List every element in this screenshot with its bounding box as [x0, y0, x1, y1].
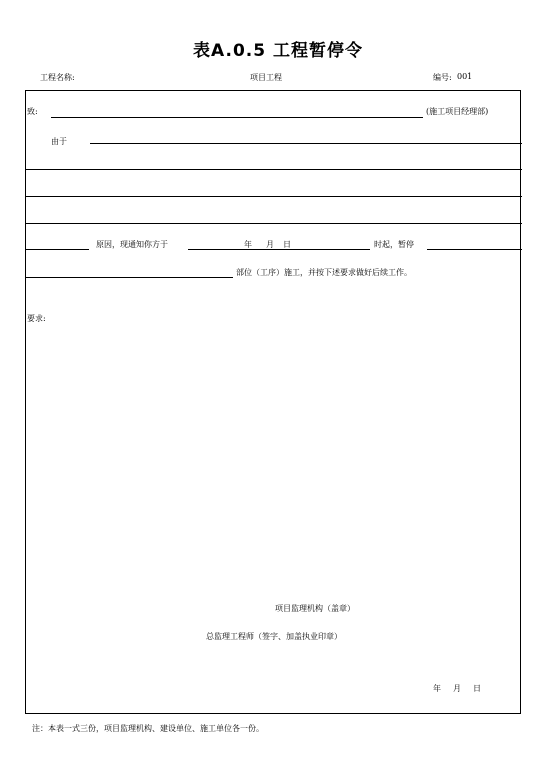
due-to-underline[interactable] — [90, 143, 522, 144]
due-to-label: 由于 — [51, 137, 67, 146]
sign-year: 年 — [433, 684, 441, 693]
ruled-line-2[interactable] — [26, 196, 522, 197]
part-text: 部位（工序）施工，并按下述要求做好后续工作。 — [236, 268, 412, 277]
to-label: 致: — [27, 107, 38, 116]
from-text: 时起，暂停 — [374, 240, 414, 249]
form-title: 表A.0.5 工程暂停令 — [193, 41, 363, 61]
suspend-blank[interactable] — [427, 249, 522, 250]
sign-day: 日 — [473, 684, 481, 693]
date-year: 年 — [244, 240, 252, 249]
reason-text: 原因，现通知你方于 — [96, 240, 168, 249]
project-name-label: 工程名称: — [40, 73, 75, 82]
form-frame — [25, 90, 521, 714]
requirements-label: 要求: — [27, 314, 46, 323]
sign-month: 月 — [453, 684, 461, 693]
chief-engineer-sign: 总监理工程师（签字、加盖执业印章） — [206, 632, 342, 641]
number-label: 编号: — [433, 73, 452, 82]
ruled-line-3[interactable] — [26, 223, 522, 224]
date-month: 月 — [266, 240, 274, 249]
footnote: 注：本表一式三份，项目监理机构、建设单位、施工单位各一份。 — [32, 724, 264, 733]
reason-blank[interactable] — [26, 249, 89, 250]
ruled-line-1[interactable] — [26, 169, 522, 170]
date-day: 日 — [283, 240, 291, 249]
project-name-value: 项目工程 — [250, 73, 282, 82]
supervision-org-seal: 项目监理机构（盖章） — [275, 604, 355, 613]
to-suffix: (施工项目经理部) — [426, 107, 489, 116]
number-value: 001 — [457, 72, 473, 81]
part-blank[interactable] — [26, 277, 233, 278]
date-blank[interactable] — [188, 249, 370, 250]
to-underline[interactable] — [51, 117, 423, 118]
